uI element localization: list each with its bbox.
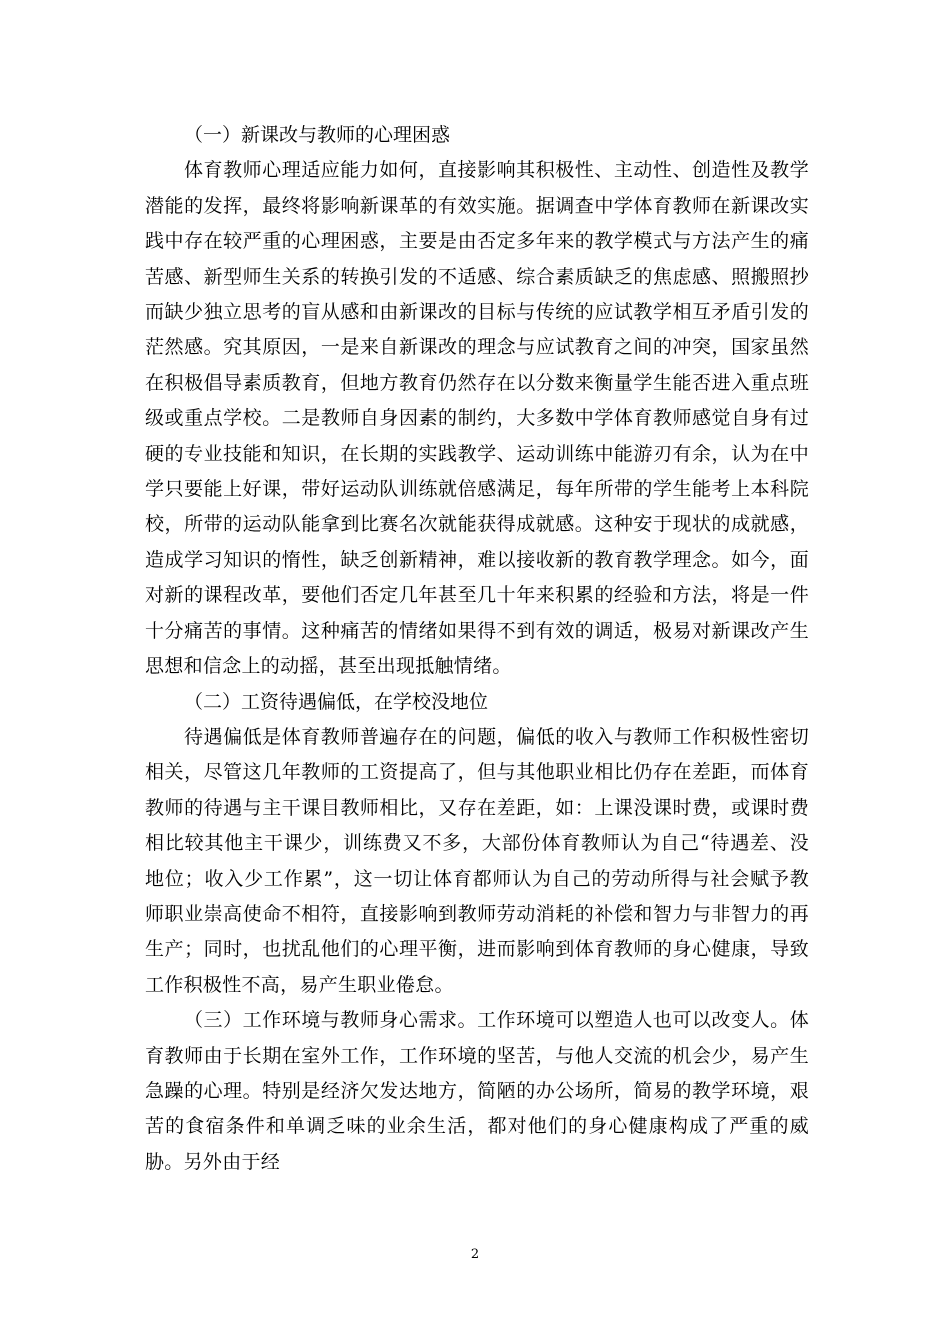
section-3-paragraph: （三）工作环境与教师身心需求。工作环境可以塑造人也可以改变人。体育教师由于长期在室外工作，工作环境的坚苦，与他人交流的机会少，易产生急躁的心理。特别是经济欠发达地方，简陋的办公场所，简易的教学环境，艰苦的食宿条件和单调乏味的业余生活，都对他们的身心健康构成了严重的威胁。另外由于经 — [145, 1009, 809, 1173]
section-2-paragraph: 待遇偏低是体育教师普遍存在的问题，偏低的收入与教师工作积极性密切相关，尽管这几年教师的工资提高了，但与其他职业相比仍存在差距，而体育教师的待遇与主干课目教师相比，又存在差距，如：上课没课时费，或课时费相比较其他主干课少，训练费又不多，大部份体育教师认为自己“待遇差、没地位；收入少工作累”，这一切让体育都师认为自己的劳动所得与社会赋予教师职业崇高使命不相符，直接影响到教师劳动消耗的补偿和智力与非智力的再生产；同时，也扰乱他们的心理平衡，进而影响到体育教师的身心健康，导致工作积极性不高，易产生职业倦怠。 — [145, 725, 809, 996]
section-heading-1: （一）新课改与教师的心理困惑 — [184, 124, 451, 146]
section-1-paragraph: 体育教师心理适应能力如何，直接影响其积极性、主动性、创造性及教学潜能的发挥，最终将影响新课革的有效实施。据调查中学体育教师在新课改实践中存在较严重的心理困惑，主要是由否定多年来的教学模式与方法产生的痛苦感、新型师生关系的转换引发的不适感、综合素质缺乏的焦虑感、照搬照抄而缺少独立思考的盲从感和由新课改的目标与传统的应试教学相互矛盾引发的茫然感。究其原因，一是来自新课改的理念与应试教育之间的冲突，国家虽然在积极倡导素质教育，但地方教育仍然存在以分数来衡量学生能否进入重点班级或重点学校。二是教师自身因素的制约，大多数中学体育教师感觉自身有过硬的专业技能和知识，在长期的实践教学、运动训练中能游刃有余，认为在中学只要能上好课，带好运动队训练就倍感满足，每年所带的学生能考上本科院校，所带的运动队能拿到比赛名次就能获得成就感。这种安于现状的成就感，造成学习知识的惰性，缺乏创新精神，难以接收新的教育教学理念。如今，面对新的课程改革，要他们否定几年甚至几十年来积累的经验和方法，将是一件十分痛苦的事情。这种痛苦的情绪如果得不到有效的调适，极易对新课改产生思想和信念上的动摇，甚至出现抵触情绪。 — [145, 159, 809, 678]
section-heading-2: （二）工资待遇偏低，在学校没地位 — [184, 690, 489, 713]
page-number: 2 — [470, 1247, 480, 1262]
page-body — [145, 118, 809, 1180]
